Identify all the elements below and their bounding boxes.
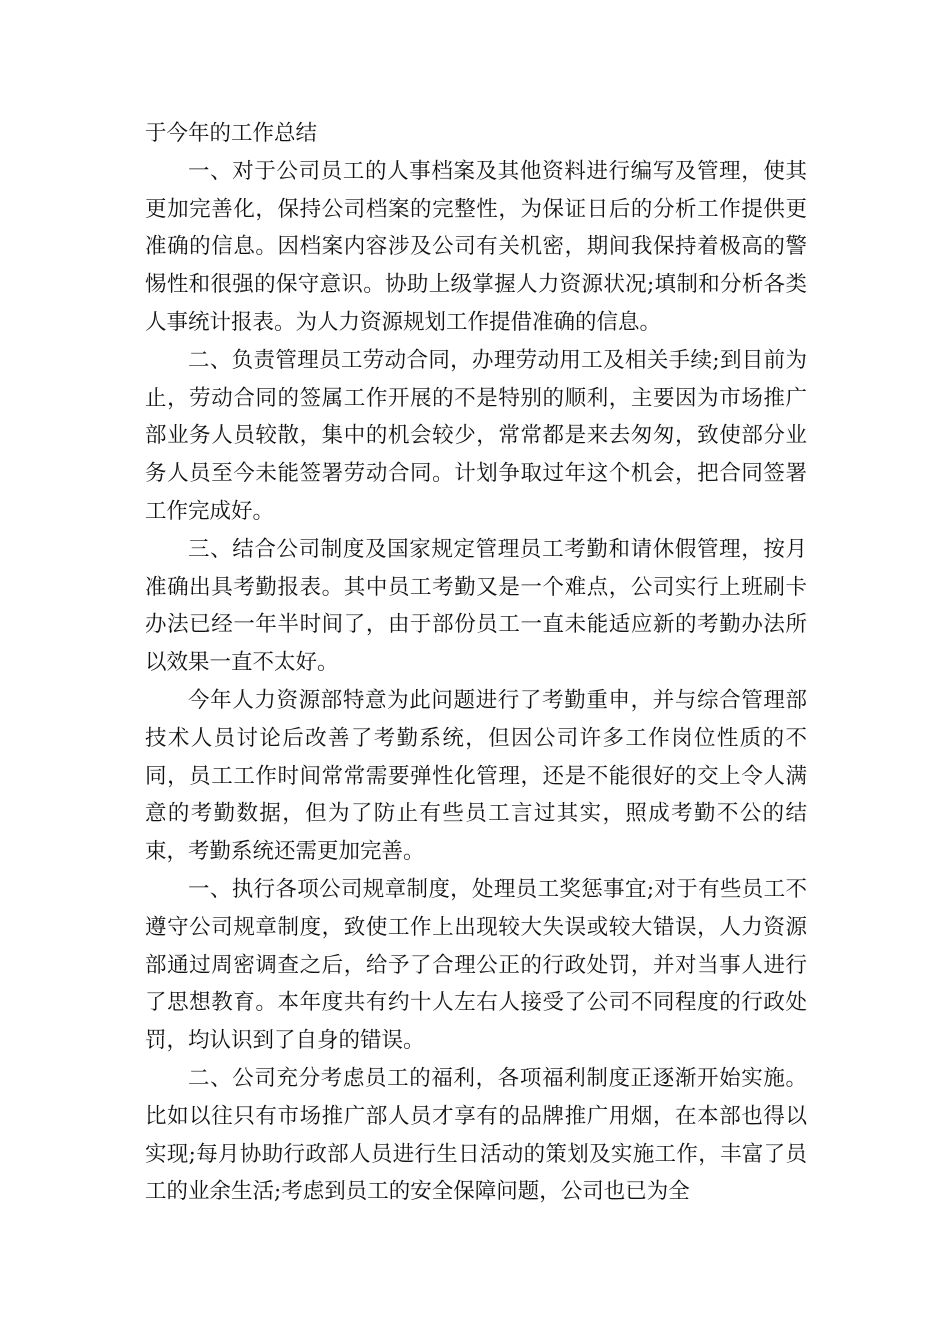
document-heading-line: 于今年的工作总结 [145,121,318,146]
paragraph-3: 三、结合公司制度及国家规定管理员工考勤和请休假管理，按月准确出具考勤报表。其中员工考勤又是一个难点，公司实行上班刷卡办法已经一年半时间了，由于部份员工一直未能适应新的考勤办法所以效果一直不太好。 [145,536,807,676]
paragraph-4: 今年人力资源部特意为此问题进行了考勤重申，并与综合管理部技术人员讨论后改善了考勤系统，但因公司许多工作岗位性质的不同，员工工作时间常常需要弹性化管理，还是不能很好的交上令人满意的考勤数据，但为了防止有些员工言过其实，照成考勤不公的结束，考勤系统还需更加完善。 [145,687,807,865]
document-body [145,115,807,1211]
paragraph-1: 一、对于公司员工的人事档案及其他资料进行编写及管理，使其更加完善化，保持公司档案的完整性，为保证日后的分析工作提供更准确的信息。因档案内容涉及公司有关机密，期间我保持着极高的警惕性和很强的保守意识。协助上级掌握人力资源状况;填制和分析各类人事统计报表。为人力资源规划工作提借准确的信息。 [145,158,807,335]
paragraph-5: 一、执行各项公司规章制度，处理员工奖惩事宜;对于有些员工不遵守公司规章制度，致使工作上出现较大失误或较大错误，人力资源部通过周密调查之后，给予了合理公正的行政处罚，并对当事人进行了思想教育。本年度共有约十人左右人接受了公司不同程度的行政处罚，均认识到了自身的错误。 [145,876,807,1054]
paragraph-2: 二、负责管理员工劳动合同，办理劳动用工及相关手续;到目前为止，劳动合同的签属工作开展的不是特别的顺利，主要因为市场推广部业务人员较散，集中的机会较少，常常都是来去匆匆，致使部分业务人员至今未能签署劳动合同。计划争取过年这个机会，把合同签署工作完成好。 [145,347,807,524]
paragraph-6: 二、公司充分考虑员工的福利，各项福利制度正逐渐开始实施。比如以往只有市场推广部人员才享有的品牌推广用烟，在本部也得以实现;每月协助行政部人员进行生日活动的策划及实施工作，丰富了员工的业余生活;考虑到员工的安全保障问题，公司也已为全 [145,1065,807,1205]
